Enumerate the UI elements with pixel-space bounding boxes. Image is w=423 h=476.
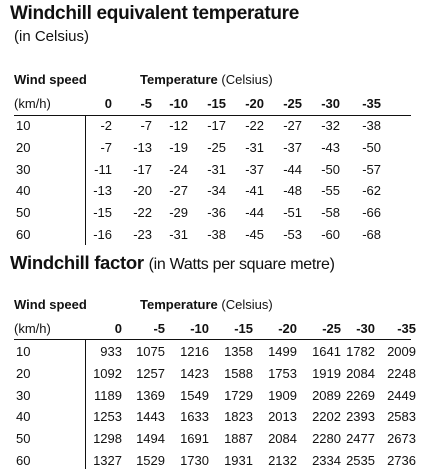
table2-cell: 2269 [346, 387, 375, 403]
table1-cell: -38 [362, 118, 381, 133]
table1-cell: -37 [283, 139, 302, 155]
table2-cell: 2477 [346, 431, 375, 447]
table2-cell: 1909 [268, 387, 297, 403]
table2-subtitle: (in Watts per square metre) [148, 256, 335, 273]
table1-cell: -27 [283, 118, 302, 133]
table1-cell: -12 [169, 118, 188, 133]
table2-cell: 1691 [180, 431, 209, 447]
table1-cell: -62 [362, 183, 381, 199]
table1-temp-col-header: -5 [140, 96, 152, 111]
table2-cell: 1327 [93, 453, 122, 468]
table2-cell: 2089 [312, 387, 341, 403]
table1-cell: -24 [169, 161, 188, 177]
table1-row-speed: 30 [16, 161, 31, 177]
table2-row-speed: 10 [16, 344, 31, 359]
table2-cell: 2132 [268, 453, 297, 468]
table2-cell: 2013 [268, 409, 297, 425]
table1-cell: -41 [245, 183, 264, 199]
table2-cell: 1931 [224, 453, 253, 468]
table2-cell: 2736 [387, 453, 416, 468]
table2-row-speed: 50 [16, 431, 31, 447]
table1-cell: -53 [283, 227, 302, 242]
table2-cell: 1549 [180, 387, 209, 403]
table1-cell: -38 [207, 227, 226, 242]
table2-cell: 1075 [136, 344, 165, 359]
table2-cell: 1782 [346, 344, 375, 359]
table2-row-speed: 20 [16, 365, 31, 381]
table1-cell: -48 [283, 183, 302, 199]
table1-cell: -66 [362, 205, 381, 221]
table1-cell: -31 [207, 161, 226, 177]
table1-temp-col-header: -20 [245, 96, 264, 111]
table2-cell: 1358 [224, 344, 253, 359]
table1-cell: -19 [169, 139, 188, 155]
table1-cell: -50 [362, 139, 381, 155]
table1-cell: -31 [169, 227, 188, 242]
table2-cell: 1529 [136, 453, 165, 468]
table1-cell: -7 [100, 139, 112, 155]
table1-cell: -36 [207, 205, 226, 221]
table2-temp-col-header: -30 [356, 321, 375, 336]
table2-temp-col-header: -10 [190, 321, 209, 336]
table2-cell: 1729 [224, 387, 253, 403]
table1-cell: -25 [207, 139, 226, 155]
table2-column-rule [85, 339, 86, 469]
table1-header-rule [14, 115, 411, 116]
table2-cell: 2280 [312, 431, 341, 447]
table2-cell: 2583 [387, 409, 416, 425]
table2-cell: 1423 [180, 365, 209, 381]
table2-cell: 2449 [387, 387, 416, 403]
table1-cell: -55 [321, 183, 340, 199]
table2-cell: 1823 [224, 409, 253, 425]
table1-cell: -13 [93, 183, 112, 199]
table2-cell: 1369 [136, 387, 165, 403]
table1-cell: -68 [362, 227, 381, 242]
table2-cell: 2084 [346, 365, 375, 381]
table2-wind-speed-header: Wind speed [14, 297, 87, 312]
table2-temperature-header: Temperature (Celsius) [140, 297, 273, 312]
table2-temp-col-header: -15 [234, 321, 253, 336]
table1-row-speed: 50 [16, 205, 31, 221]
table2-cell: 1499 [268, 344, 297, 359]
table1-cell: -7 [140, 118, 152, 133]
table1-cell: -44 [245, 205, 264, 221]
table1-column-rule [85, 115, 86, 245]
table1-cell: -13 [133, 139, 152, 155]
table2-cell: 1443 [136, 409, 165, 425]
table1-title: Windchill equivalent temperature [10, 3, 300, 24]
table2-cell: 1633 [180, 409, 209, 425]
table2-cell: 1753 [268, 365, 297, 381]
table1-cell: -50 [321, 161, 340, 177]
table1-cell: -11 [94, 161, 112, 177]
table1-cell: -17 [207, 118, 226, 133]
table1-cell: -27 [169, 183, 188, 199]
table2-cell: 1588 [224, 365, 253, 381]
table2-cell: 1641 [312, 344, 341, 359]
table2-cell: 1253 [93, 409, 122, 425]
table2-header-rule [14, 339, 411, 340]
table2-cell: 1298 [93, 431, 122, 447]
table1-cell: -60 [321, 227, 340, 242]
table1-cell: -58 [321, 205, 340, 221]
table2-cell: 1189 [94, 387, 122, 403]
table1-row-speed: 60 [16, 227, 31, 242]
table1-cell: -2 [100, 118, 112, 133]
table1-row-speed: 20 [16, 139, 31, 155]
table1-temp-col-header: -25 [283, 96, 302, 111]
table2-temp-col-header: 0 [114, 321, 122, 336]
table1-cell: -23 [133, 227, 152, 242]
table1-row-speed: 40 [16, 183, 31, 199]
table1-cell: -31 [245, 139, 264, 155]
table2-row-speed: 40 [16, 409, 31, 425]
table2-row-speed: 30 [16, 387, 31, 403]
table2-cell: 2334 [312, 453, 341, 468]
table1-temp-col-header: -15 [207, 96, 226, 111]
table2-cell: 1216 [180, 344, 209, 359]
table1-temp-col-header: -10 [169, 96, 188, 111]
table1-cell: -51 [283, 205, 302, 221]
table2-cell: 2009 [387, 344, 416, 359]
table2-cell: 1919 [312, 365, 341, 381]
table1-cell: -29 [169, 205, 188, 221]
table2-title: Windchill factor [10, 252, 144, 273]
table1-cell: -34 [207, 183, 226, 199]
table2-cell: 933 [100, 344, 122, 359]
table2-cell: 1092 [93, 365, 122, 381]
table1-cell: -44 [283, 161, 302, 177]
table1-cell: -57 [362, 161, 381, 177]
table2-title-line [10, 252, 335, 274]
table2-cell: 2393 [346, 409, 375, 425]
table2-cell: 1887 [224, 431, 253, 447]
table2-temp-col-header: -20 [278, 321, 297, 336]
table1-temperature-header: Temperature (Celsius) [140, 72, 273, 87]
table1-unit-label: (km/h) [14, 96, 51, 111]
table1-cell: -22 [245, 118, 264, 133]
table1-cell: -45 [245, 227, 264, 242]
table2-cell: 2535 [346, 453, 375, 468]
table2-temp-col-header: -5 [153, 321, 165, 336]
table2-row-speed: 60 [16, 453, 31, 468]
table2-temp-col-header: -25 [322, 321, 341, 336]
table1-cell: -43 [321, 139, 340, 155]
table2-cell: 1257 [136, 365, 165, 381]
table1-row-speed: 10 [16, 118, 31, 133]
table1-temp-col-header: -35 [362, 96, 381, 111]
table1-cell: -37 [245, 161, 264, 177]
table1-cell: -16 [93, 227, 112, 242]
table1-subtitle: (in Celsius) [14, 28, 90, 45]
table2-cell: 2248 [387, 365, 416, 381]
table2-temp-col-header: -35 [397, 321, 416, 336]
table1-cell: -20 [133, 183, 152, 199]
table1-wind-speed-header: Wind speed [14, 72, 87, 87]
table1-cell: -32 [321, 118, 340, 133]
table1-temp-col-header: -30 [321, 96, 340, 111]
table2-unit-label: (km/h) [14, 321, 51, 336]
table1-cell: -22 [133, 205, 152, 221]
table1-cell: -15 [93, 205, 112, 221]
table2-cell: 1730 [180, 453, 209, 468]
table2-cell: 2084 [268, 431, 297, 447]
table1-cell: -17 [133, 161, 152, 177]
table2-cell: 2202 [312, 409, 341, 425]
table2-cell: 2673 [387, 431, 416, 447]
table1-temp-col-header: 0 [104, 96, 112, 111]
table2-cell: 1494 [136, 431, 165, 447]
